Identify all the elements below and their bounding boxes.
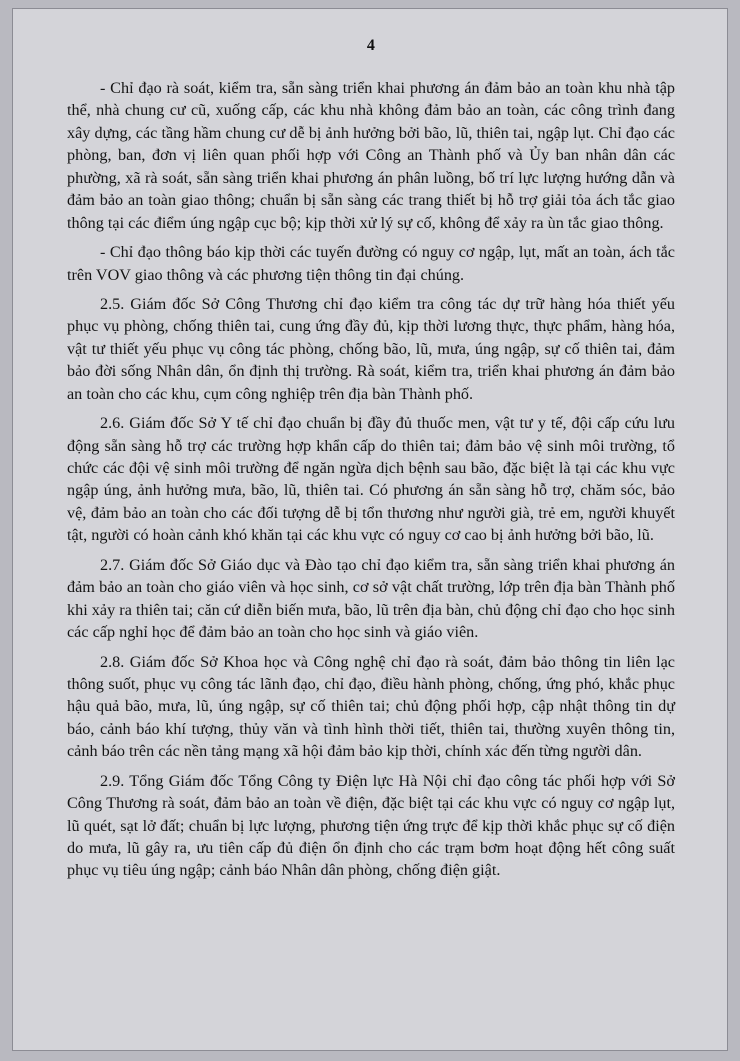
page-number: 4 [366, 37, 376, 54]
document-body [67, 77, 675, 882]
paragraph: 2.5. Giám đốc Sở Công Thương chỉ đạo kiểm tra công tác dự trữ hàng hóa thiết yếu phục vụ phòng, chống thiên tai, cung ứng đầy đủ, kịp thời lương thực, thực phẩm, hàng hóa, vật tư thiết yếu phục vụ công tác phòng, chống bão, lũ, mưa, úng ngập, sự cố thiên tai, đảm bảo đời sống Nhân dân, ổn định thị trường. Rà soát, kiểm tra, triển khai phương án đảm bảo an toàn cho các khu, cụm công nghiệp trên địa bàn Thành phố. [67, 294, 675, 403]
paragraph: 2.8. Giám đốc Sở Khoa học và Công nghệ chỉ đạo rà soát, đảm bảo thông tin liên lạc thông suốt, phục vụ công tác lãnh đạo, chỉ đạo, điều hành phòng, chống, ứng phó, khắc phục hậu quả bão, mưa, lũ, úng ngập, sự cố thiên tai; chủ động phối hợp, cập nhật thông tin dự báo, cảnh báo khí tượng, thủy văn và tình hình thời tiết, thiên tai, thường xuyên thông tin, cảnh báo trên các nền tảng mạng xã hội đảm bảo kịp thời, chính xác đến từng người dân. [67, 652, 675, 761]
paragraph: 2.6. Giám đốc Sở Y tế chỉ đạo chuẩn bị đầy đủ thuốc men, vật tư y tế, đội cấp cứu lưu động sẵn sàng hỗ trợ các trường hợp khẩn cấp do thiên tai; đảm bảo vệ sinh môi trường, tổ chức các đội vệ sinh môi trường để ngăn ngừa dịch bệnh sau bão, đặc biệt là tại các khu vực ngập úng, ảnh hưởng mưa, bão, lũ, thiên tai. Có phương án sẵn sàng hỗ trợ, chăm sóc, bảo vệ, đảm bảo an toàn cho các đối tượng dễ bị tổn thương như người già, trẻ em, người khuyết tật, người có hoàn cảnh khó khăn tại các khu vực có nguy cơ cao bị ảnh hưởng bởi bão, lũ. [67, 414, 675, 545]
paragraph: 2.7. Giám đốc Sở Giáo dục và Đào tạo chỉ đạo kiểm tra, sẵn sàng triển khai phương án đảm bảo an toàn cho giáo viên và học sinh, cơ sở vật chất trường, lớp trên địa bàn Thành phố khi xảy ra thiên tai; căn cứ diễn biến mưa, bão, lũ trên địa bàn, chủ động chỉ đạo cho học sinh các cấp nghỉ học để đảm bảo an toàn cho học sinh và giáo viên. [67, 555, 675, 642]
paragraph: 2.9. Tổng Giám đốc Tổng Công ty Điện lực Hà Nội chỉ đạo công tác phối hợp với Sở Công Thương rà soát, đảm bảo an toàn về điện, đặc biệt tại các khu vực có nguy cơ ngập lụt, lũ quét, sạt lở đất; chuẩn bị lực lượng, phương tiện ứng trực để kịp thời khắc phục sự cố điện do mưa, lũ gây ra, ưu tiên cấp đủ điện ổn định cho các trạm bơm hoạt động hết công suất phục vụ tiêu úng ngập; cảnh báo Nhân dân phòng, chống điện giật. [67, 771, 675, 880]
document-page [12, 8, 728, 1051]
paragraph: - Chỉ đạo rà soát, kiểm tra, sẵn sàng triển khai phương án đảm bảo an toàn khu nhà tập thể, nhà chung cư cũ, xuống cấp, các khu nhà không đảm bảo an toàn, các công trình đang xây dựng, các tầng hầm chung cư dễ bị ảnh hưởng bởi bão, lũ, thiên tai, ngập lụt. Chỉ đạo các phòng, ban, đơn vị liên quan phối hợp với Công an Thành phố và Ủy ban nhân dân các phường, xã rà soát, sẵn sàng triển khai phương án phân luồng, bố trí lực lượng hướng dẫn và đảm bảo an toàn giao thông; chuẩn bị sẵn sàng các trang thiết bị hỗ trợ giải tỏa ách tắc giao thông tại các điểm úng ngập cục bộ; kịp thời xử lý sự cố, không để xảy ra ùn tắc giao thông. [67, 79, 675, 232]
paragraph: - Chỉ đạo thông báo kịp thời các tuyến đường có nguy cơ ngập, lụt, mất an toàn, ách tắc trên VOV giao thông và các phương tiện thông tin đại chúng. [67, 243, 675, 284]
